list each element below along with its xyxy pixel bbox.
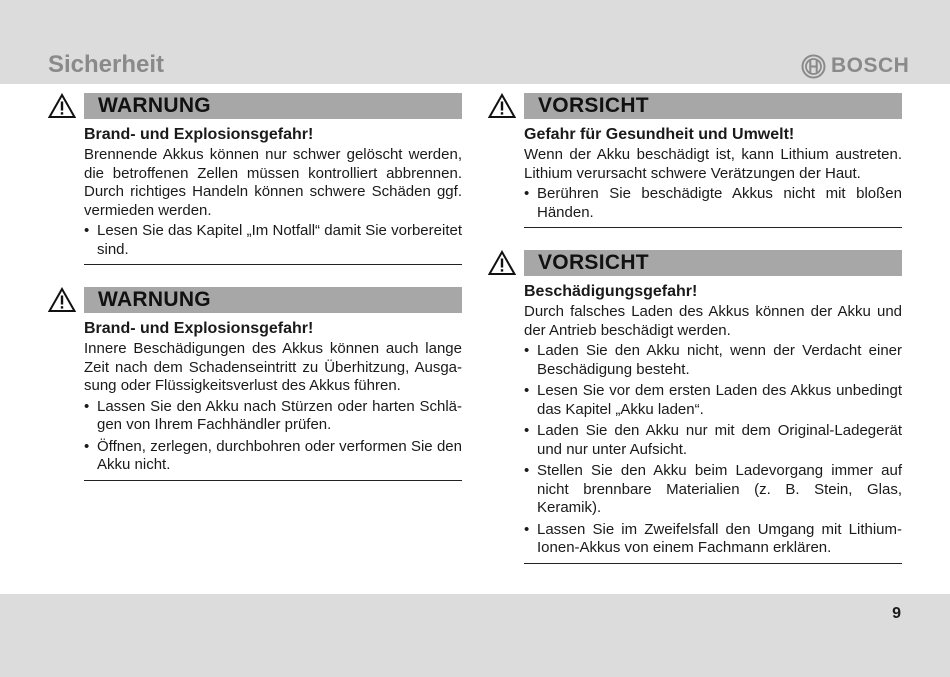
warning-triangle-icon: [48, 287, 76, 313]
notice-body: [524, 282, 902, 564]
notice-body: [84, 319, 462, 481]
notice-body: [524, 125, 902, 228]
notice-header: [488, 250, 902, 276]
page-footer: [0, 594, 950, 677]
notice-body: [84, 125, 462, 265]
list-item: • Lesen Sie vor dem ersten Laden des Akkus unbedingt das Kapitel „Akku laden“.: [524, 382, 902, 419]
signal-word-bar: [84, 93, 462, 119]
caution-notice-charging: [488, 250, 902, 564]
list-item: • Stellen Sie den Akku beim Ladevorgang immer auf nicht brennbare Materialien (z. B. Stein, Glas, Keramik).: [524, 462, 902, 518]
notice-title: Brand- und Explosionsgefahr!: [84, 126, 314, 143]
instruction-list: [84, 398, 462, 475]
list-item: • Laden Sie den Akku nur mit dem Original-Ladegerät und nur unter Aufsicht.: [524, 422, 902, 459]
signal-word-bar: [84, 287, 462, 313]
left-column: [48, 93, 462, 503]
signal-word: WARNUNG: [98, 94, 211, 117]
list-item: • Laden Sie den Akku nicht, wenn der Verdacht einer Beschädigung besteht.: [524, 342, 902, 379]
notice-text: Durch falsches Laden des Akkus können der Akku und der Antrieb beschädigt werden.: [524, 303, 902, 339]
bosch-armature-icon: [801, 54, 826, 79]
signal-word-bar: [524, 93, 902, 119]
list-item: • Lassen Sie den Akku nach Stürzen oder harten Schlägen von Ihrem Fachhändler prüfen.: [84, 398, 462, 435]
notice-text: Wenn der Akku beschädigt ist, kann Lithium austreten. Lithium verursacht schwere Verätzungen der Haut.: [524, 146, 902, 182]
list-item: • Lesen Sie das Kapitel „Im Notfall“ damit Sie vorbereitet sind.: [84, 222, 462, 259]
right-column: [488, 93, 902, 586]
list-item: • Öffnen, zerlegen, durchbohren oder verformen Sie den Akku nicht.: [84, 438, 462, 475]
signal-word-bar: [524, 250, 902, 276]
page-header: [0, 0, 950, 84]
signal-word: VORSICHT: [538, 94, 649, 117]
notice-title: Brand- und Explosionsgefahr!: [84, 320, 314, 337]
instruction-list: [524, 185, 902, 222]
page-title: Sicherheit: [48, 51, 165, 78]
warning-notice-fire: [48, 93, 462, 265]
notice-header: [48, 93, 462, 119]
notice-text: Innere Beschädigungen des Akkus können auch lange Zeit nach dem Schadenseintritt zu Überhitzung, Ausgasung oder Flüssigkeitsverlust des Akkus führen.: [84, 340, 462, 394]
list-item: • Berühren Sie beschädigte Akkus nicht mit bloßen Händen.: [524, 185, 902, 222]
signal-word: VORSICHT: [538, 251, 649, 274]
warning-notice-damage: [48, 287, 462, 481]
notice-header: [48, 287, 462, 313]
instruction-list: [84, 222, 462, 259]
notice-text: Brennende Akkus können nur schwer gelöscht werden, die betroffenen Zellen müssen kontrolliert abbrennen. Durch richtiges Handeln können schwere Schäden ggf. vermieden werden.: [84, 146, 462, 219]
warning-triangle-icon: [488, 93, 516, 119]
warning-triangle-icon: [488, 250, 516, 276]
caution-notice-health: [488, 93, 902, 228]
notice-header: [488, 93, 902, 119]
warning-triangle-icon: [48, 93, 76, 119]
notice-title: Gefahr für Gesundheit und Umwelt!: [524, 126, 795, 143]
notice-title: Beschädigungsgefahr!: [524, 283, 698, 300]
signal-word: WARNUNG: [98, 288, 211, 311]
brand-logo: [801, 53, 909, 79]
brand-name: BOSCH: [831, 54, 910, 77]
page-number: 9: [892, 605, 901, 622]
list-item: • Lassen Sie im Zweifelsfall den Umgang mit Lithium-Ionen-Akkus von einem Fachmann erklären.: [524, 521, 902, 558]
instruction-list: [524, 342, 902, 558]
